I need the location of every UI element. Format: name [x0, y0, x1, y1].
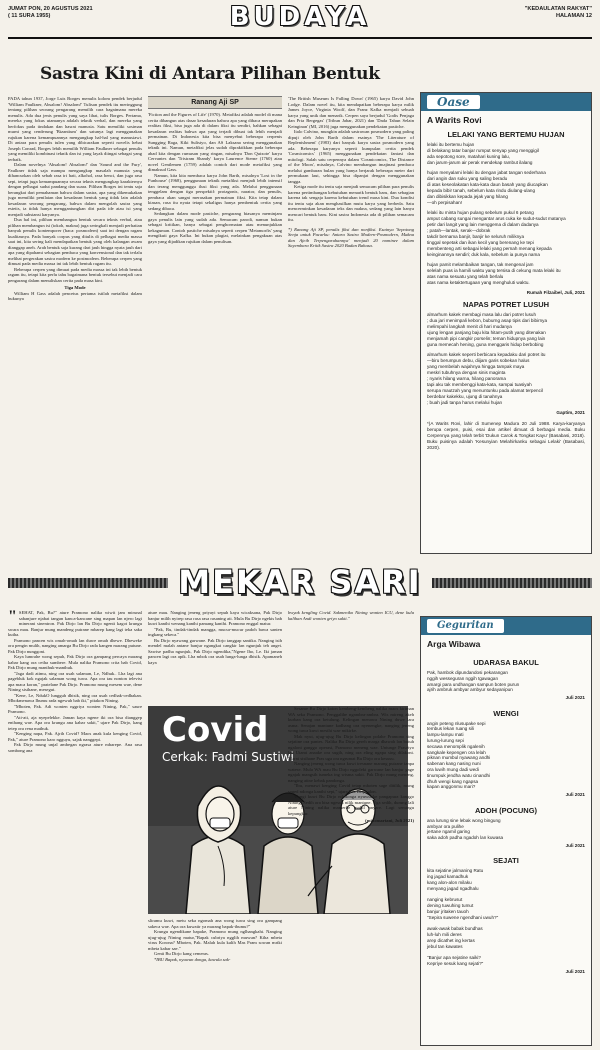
- article-paragraph: William H Gass adalah pencetus pertama istilah metafiksi dalam bukunya: [8, 290, 142, 301]
- poem-stanza: lelaki itu minta hujan pulang sebelum pukul 6 petang amput cabang sungai mengantar arus cuka ke sudut-sudut matanya petir dari langit yang lain menggema di dalam dadanya ; patah—lantak, serak—dobrak takdir bernama banjir, banjir ke seluruh miliknya tinggal sepetak dan ikan kecil yang berenang ke tepi membenteng arti sebagai lelaki yang pernah menang kepada keinginannya sendiri; duk kala, sebelum ia punya nama: [427, 210, 566, 257]
- article-paragraph: Sedangkan dalam mode pastiche, pengarang biasanya meminjam gaya penulis lain yang sudah ada. Semacam parodi, namun bukan sebagai kritikan, hanya sebagai penghormatan atau menunjukkan kekaguman. Contoh pastiche misalnya seperti cerpen 'Metamorfis' yang mengikuti gaya Kafka. Ini bukan plagiat, melainkan pengakuan atas gaya yang dijadikan rujukan dalam penulisan.: [148, 211, 282, 244]
- poem-title: WENGI: [493, 708, 519, 718]
- article-column-3: [288, 96, 414, 556]
- article-paragraph: Dua hal ini, pilihan membangun bentuk secara teknis verbal, atau pilihan membangun isi (tokoh, makna) juga seringkali menjadi perhatian banyak penulis kontemporer (baca: posmodern) saat ini dengan ragam kualitasnya. Pada banyak corpus yang ditulis di pelbagai media massa saat ini, kita sering kali mendapatkan bentuk yang oleh kalangan awam dianggap aneh. Arah bentuk saja kurang dari jauh hingga nyata jauh dari apa yang dipahami sebagian pembaca yang konvensional dan tak terlalu melihat pergerakan sastra modern ke postmodern. Beberapa cerpen yang dimuat pada media massa ini tak lebih bentuk ragam itu.: [8, 217, 142, 266]
- page-number: HALAMAN 12: [555, 13, 592, 19]
- article-paragraph: Ketiga mode itu tentu saja menjadi semacam pilihan para penulis karena pertimbangan kebutuhan menarik bentuk baru, dan sebagian karena tak sengaja karena kebutuhan trend masa kini. Dua kondisi itu tentu saja akan menghasilkan mutu karya yang berbeda. Satu mencerminkan kesadaran teks dan makna, sedang yang lain hanya mencari bentuk baru. Kini sastra Indonesia ada di pilihan semacam itu.: [288, 184, 414, 222]
- geguritan-poetry-box: [420, 616, 592, 1046]
- story-paragraph: "Kene, Le, NdukO lungguh dhisik, ning ora usah cedhak-cedhakan. Mbokmenawa Ibumu rada ngewuh bab iki," pitakon Nining.: [8, 692, 142, 703]
- poem-date: Juli 2021: [565, 842, 585, 848]
- article-byline: Ranang Aji SP: [148, 96, 282, 109]
- story-paragraph: Pramono pancen wis omah-omah lan duwe omah dhewe. Dheweke ora pengin mulih, nanging amarga Bu Dirjo rada kangen marang putune. Pak Dirjo nunggoni.: [8, 637, 142, 654]
- poem-body: angin peteng nlusupake sepi tembus lekan ruang sili lampu-lampu mati lurung-lurung sepi secawa menomplik ngalenih sangkale kepengen ora lelah piknan mumbul nyawang andhi sabenan kang nasing nuni ora luwih mung dadi wedi tinumpuk jendha watu cinandhi dhuh wengi kang ngapsa kapan anggonmu mari?: [427, 720, 491, 790]
- geguritan-header-band: [421, 617, 591, 635]
- geguritan-label: Geguritan: [427, 619, 504, 633]
- story-paragraph: Mak nyut, ujug-ujug Bu Dirjo kelingan polahe Pramono sing sejatine ora pantes. Nalika Bu Dirjo gereh marga dhawah lan butuh ngaloni ganggo operasi, Pramono meneng wae. Untunge Prasetyo lan Utami anaake ora sugih, ning ora eling ngapa sing dilakoni. Marni sisihane Pras uga ora ngrumat Bu Dirjo ora kesusu.: [288, 733, 414, 761]
- article-paragraph: Beberapa cerpen yang dimuat pada media massa ini tak lebih bentuk ragam itu, tetapi kita perlu tahu bagaimana bentuk tersebut menjadi cara pengarang dalam menuliskan cerita pada masa kini.: [8, 266, 142, 283]
- article-paragraph: Italo Calvino, mungkin adalah sastrawan posmodern yang paling dipuji oleh John Barth dalam esainya 'The Literature of Replenishment' (1983) dari banyak karya sastra posmodern yang ada. Beberapa karyanya seperti kumpulan cerita pendek 'Cosmicomics' (1965) menggunakan pendekatan fantasi dan mitologi. Salah satu cerpennya dalam 'Cosmicomics, The Distance of the Moon', misalnya, Calvino membangun imajinasi pembaca melalui gambaran bulan yang hanya berjarak beberapa meter dari permukaan laut, sehingga bisa dipanjat dengan menggunakan tangga.: [288, 129, 414, 184]
- story-paragraph: ature mau. Nanging jeneng priyayi sepuh kaya wicaksana, Pak Dirjo banjur milih nyirep rasa rasa rasa rasaning ati. Mula Bu Dirjo ngekis bab kuwi kanthi wenang kanthi pamang kanthi. Pramono enggal matur.: [148, 610, 282, 626]
- story-paragraph: Kaya lumrahe wong sepuh, Pak Dirjo ora gampang percaya marang kabar kang ora cetha sumbere. Mula nalika Pramono crita bab Covid, Pak Dirjo mung manthuk-manthuk.: [8, 654, 142, 670]
- oase-header-band: [421, 93, 591, 111]
- poem-date: Juli 2021: [565, 968, 585, 974]
- issue-sura-date: ( 11 SURA 1955): [8, 13, 51, 19]
- story-column-2-bottom: [148, 918, 282, 1046]
- article-column-1: [8, 96, 142, 556]
- illustration-title: Covid: [162, 710, 269, 750]
- poem-date: Juli 2021: [565, 695, 585, 701]
- story-paragraph: Wengi kuwi Bu Dirjo ndedonga nyuwunke pangapura kanggo Nining. Sedih ora bisa ngesuk nilik mantune. Uga sedih, durung lali ature Nining nalika mamerke mobil anyare. Lagi semingu kepungkur.: [288, 794, 414, 816]
- issue-date: JUMAT PON, 20 AGUSTUS 2021: [8, 6, 93, 12]
- illustration-author: Cerkak: Fadmi Sustiwi: [162, 750, 294, 764]
- author-note: *) Ranang Aji SP, penulis fiksi dan nonfiksi. Esainya 'Sepotong Senja untuk Pacarku: Antara Sastra Modern-Posmodern, Makna dan Ajeib Terpengaruhannya' menjadi 20 nominee dalam Sayembara Kritik Sastra 2020 Badan Bahasa.: [288, 226, 414, 248]
- story-paragraph: "Kenging napa, Pak. Ajrih Covid? Maos anak kula kenging Covid, Pak," ature Pramono karo ngguyu, sajak nanggepi.: [8, 731, 142, 742]
- section-title: BUDAYA: [229, 2, 371, 32]
- poem-stanza: almarhum kakek seperti berbicara kepadaku dari potret itu —biru berumpun debu, diijam garis sobekan halus yang membelah wajahnya hingga tampak maya meskri tubuhnya dengan sinis maginta ; nyaris hilang warna, hilang panorama tapi aku tak membenggi kata-kata, sampai tuasiyah serupa mautzah yang menuntunku pada alamat terpencil berdebar kakekku, ujung di tanahnya ; buah jadi tanpa harus melalui hujan: [427, 351, 546, 405]
- story-paragraph: "Ati-ati, aja nyepelekke. Jaman kaya ngene iki ora bisa dianggep enthang wae. Apa ora krungu ana kabar sakit," ujare Pak Dirjo, kang tetep ora rena mathuk.: [8, 714, 142, 731]
- mekar-sari-title: MEKAR SARI: [168, 563, 431, 601]
- article-title: Sastra Kini di Antara Pilihan Bentuk: [40, 64, 380, 84]
- story-column-3: [288, 706, 414, 1046]
- poem-signature: Rumah Filzaibel, Juli, 2021: [526, 290, 585, 295]
- article-paragraph: Dalam novelnya 'Absalom! Absalom!' dan 'Sound and the Fury', Faulkner tidak saja mampu mengungkap masalah manusia yang dihancurkan oleh sebab rasa iri hati, alkohol, rasa benci, dan juga rasa sepi, tetapi juga kemampuannya secara teknis mengungkap karakternya dengan pelbagai sudut pandang dan suara. Pilihan Borges ini tentu saja berangkat dari pemahaman bahwa dalam sastra, apa yang dikemukakan juga memiliki penilaian dan kesadaran bentuk yang tidak lain adalah kesadaran seorang pengarang, bahwa dalam mengolah sastra yang estetis, ia tidak hanya menggantungkan diri pada ide atau isi yang menjadi substansi karyanya.: [8, 162, 142, 217]
- story-paragraph: Krungu ngendikane bapake, Pramono mung nglhangkahi. Nanging ujug-ujug Nining matur,"Bapak cubriya ngglih muwun? Kiha mbeta virus Korona? Mboten, Pak. Malah kula kalih Mas Pram sowan mriki mbeta kabar sae.": [148, 929, 282, 951]
- story-paragraph: Nanging jeneng wong tuwa kuwi tresnane marang putrane tanpa watese. Mula WA mau Bu Dirjo nggoleki garwane lan banjur gage ngajak mangsih tumeka ing wisma sakit. Pak Dirjo mung meneng, nanging atine kebak pandonga.: [288, 761, 414, 783]
- poem-stanza: hujan menyalami lelaki itu dengan jabat tangan sederhana dari angin dan suku yang saling beradu di atas keseolakatan kata-kata daun basah yang diucapkan kepada bibir tanah, sebelum kata rindu diulang-ulang dan dibisikkan kepada jejak yang hilang —oh perpisahan!: [427, 170, 548, 205]
- masthead-publication-block: [525, 6, 592, 20]
- story-paragraph: bwyak kengling Covid. Sakmeniko Nining wonten ICU, dene kula kalihan Andi wonten griyo sakit.": [288, 610, 414, 621]
- story-paragraph: Pak Dirjo mung unjal ambegan ngrasa ature mbarepe. Ana rasa sombong ana: [8, 742, 142, 753]
- story-paragraph: Bu Dirjo nyawang garwane. Pak Dirjo tanggap santika. Nanging isih mendel malah antane banjur ngangkat cangkir lan ngunjuk teh anget. Sawise padha ngunjuk, Pak Dirjo ngendika,"Ngene Iho, Le. Iki jaman pancen lagi ora apik. Lha mbok ora usah lunga-lunga dhisik. Apamaneh kaya: [148, 637, 282, 665]
- poet-bio: *)A Warits Rovi, lahir di Sumenep Madura 20 Juli 1988. Karya-karyanya berupa cerpen, puisi, esai dan artikel dimuat di berbagai media. Buku Cerpennya yang telah terbit 'Dukun Carok & Tongkat Kayu' (Basabasi, 2018). Buku puisinya adalah 'Kesunyian Melahirkanku sebagai Lelaki' (Basabasi, 2020).: [427, 421, 585, 450]
- poem-body: ana lurung sine lebak wong bingung ambyar ora pulihe jertane ngamil garing saka adoh padha ngadoh lan kuwasa: [427, 817, 504, 841]
- poem-title: LELAKI YANG BERTEMU HUJAN: [447, 130, 565, 139]
- poem-title: ADOH (POCUNG): [474, 805, 538, 815]
- story-column-2-top: [148, 610, 282, 702]
- poem-body: Pak, hambok dipundandosi pekarangan nggih wesseguran nggih tgawagan amargi para undhangan sampun boten purun ajrih ambruk ambyar ambyur sedayanipun: [427, 670, 520, 693]
- story-column-1: [8, 610, 142, 1046]
- masthead-rule: [8, 37, 592, 39]
- poem-title: UDARASA BAKUL: [473, 658, 539, 667]
- story-paragraph: "Jaga dadi atimu, ning ora usah salaman, Le, Ndhuk.. Lha lagi ana pagebluk kok ngajak salaman wong tuwa. Apa ora tau nonton televisi apa maca koran," pratelane Pak Dirjo. Pramono mung mesem wae, dene Nining sisihane, mesegut.: [8, 670, 142, 692]
- story-paragraph: Sesame Bu Dirjo katon kembeng-kembeng nalika maos kiriman WA seka Pramono. Penggalihe ngambra-ambra. Wis mireng akeh kurban kang ora ketulung. Kelingan menawa Nining duwe lara asma. Senajan mantune kadhang ora nyenengke, nanging jeneng wong tuwa kuwi mesthi wae mikirke.: [288, 706, 414, 733]
- article-paragraph: 'Fiction and the Figures of Life' (1970). Metafiksi adalah model di mana cerita dibangun atas dasar kesadaran bahwa apa yang dibaca merupakan realitas fiksi, bisa juga ada di dalam fiksi itu sendiri, bahkan sebagai kesadaran realitas bahwa apa yang terjadi dibuat tak lebih menjadi permainan. Di Indonesia kita bisa menyebut beberapa cerpenis Sungging Raga, Kiki Sulistyo, dan AS Laksana sering menggunakan teknik ini. Namun, metafiksi jelas sudah dipraktikkan pada beberapa abad kita dengan rumusan yang ringan, misalnya 'Don Quixote' karya Cervantes dan 'Tristram Shandy' karya Laurence Sterne (1760) atau novel Gentlemen (1759) adalah contoh dari mode metafiksi yang dimaksud Gass.: [148, 112, 282, 172]
- mekar-sari-title-wrap: [8, 562, 592, 602]
- oase-poetry-box: [420, 92, 592, 554]
- story-paragraph: [8, 610, 142, 638]
- poet-name: Arga Wibawa: [427, 639, 481, 649]
- story-column-3-top: [288, 610, 414, 702]
- story-paragraph: "Pak, Bu, tindak-tindak mangga, mucur-mucur padoh bawa santen ingkang sekeca.": [148, 626, 282, 637]
- oase-label: Oase: [427, 95, 480, 109]
- drop-cap: ": [8, 610, 17, 625]
- story-text: SEHAT, Pak, Bu?" ature Pramono nalika wiwit jam mirunal sabanjure njabat tangan kanca-kancane sing mapan lan njero lagi minerani sinentron. Pak Dirjo lan Bu Dirjo ngenti kagot krungu swara mau. Banjur mung mandeng putrane mbarep kang lagi teka saka kutha.: [8, 610, 142, 637]
- poem-stanza: hujan pamit melambaikan tangan, tak mengenal jam selelah puas ia hamili waktu yang tersisa di cekung mata lelaki itu atas nama sesuatu yang telah berlalu atas nama ketaktertugaan yang menghuluti waktu.: [427, 262, 561, 285]
- poem-body: kita sejatine jalmaning Ratu ing jagad kamadhuk kang alon-alon milaku menyang jagad ngadhalu nanging kebrusut dening tuwuhing tumut banjur jritaken tauoh "Sepira suwene ngendhani uwuh?" awak-awak babak bundhas luh-luh mili deres arep dicathet ing kertas jebul tan kawates "Banjur apa sejatine saiki? Kepriye sesuk kang sejati?": [427, 868, 499, 967]
- poet-name: A Warits Rovi: [427, 115, 482, 125]
- poem-title: SEJATI: [493, 856, 519, 866]
- poem-title: NAPAS POTRET LUSUH: [462, 299, 550, 309]
- article-subhead: Tiga Mode: [64, 285, 86, 290]
- story-paragraph: "Ibu, menawi kenging Covid tetap mboten sage ditilik, mung saged ndonga kanthi sepi," ujare Pak Dirjo alon.: [288, 783, 414, 794]
- article-paragraph: PADA tahun 1937, Jorge Luis Borges menulis kolom pendek berjudul 'William Faulkner, Absalom! Absalom!' Tulisan pendek itu meringgung tentang pilihan seorang pengarang memilih cara bagaimana mereka menulis. Ada dua jenis penulis yang saya lihat, tulis Borges. Pertama, mereka yang fokus utamanya adalah teknik verbal, dan mereka yang berfokus pada tindakan dan hasrat manusia. Satu memiliki sosiman murni yang cenderung 'Bizantium' dan satunya lagi menggunakan rujukan karena kemampuannya mengungkap hal-hal yang manusiawi. Di antara para penulis tulen yang dibicarakan seperti novelis hebat Joseph Conrad, Borges lebih memilih William Faulkner sebagai penulis yang memiliki kombinasi teknik dan isi yang layak diingat sebagai yang terbaik.: [8, 96, 142, 162]
- story-signature: (minomartani, Juli 2021): [365, 818, 414, 823]
- publication-name: "KEDAULATAN RAKYAT": [524, 6, 592, 12]
- poem-date: Juli 2021: [565, 792, 585, 798]
- article-paragraph: 'The British Museum Is Falling Down' (1965) karya David John Lodge. Dalam novel itu, kita mendapatkan beberapa karya milik James Joyce, Virginia Woolf, dan Franz Kafka menjadi sebuah karya yang unik dan menarik. Cerpen saya berjudul 'Godis Penjaga dan Pria Bergegas' (Tribun Jabar, 2021) dan 'Dada Tahun Selain Keinginan' (MI, 2016) juga menggunakan pendekatan pastiche.: [288, 96, 414, 129]
- story-paragraph: *IBU Bapak, nyuwun donga, kawula sak-: [154, 956, 231, 962]
- article-column-2: [148, 96, 282, 556]
- poem-stanza: almarhum kakek membagi masa lalu dari potret lusuh ; dua jari menimpali kebon, buburng asap tipis dari bibirnya melimpahi langkah menit di hari mudanya ujung lengan panjang baju kita hitam-putih yang ditenakan menjamah pipi cangkir porselin; teman hidupnya yang lain guna memecah hening, guna menggaris hidup berbobing: [427, 311, 548, 347]
- mekar-sari-header: [8, 560, 592, 604]
- story-paragraph: "Mboten, Pak. Adi wonten nggriya wonten Nining, Pak," saure Pramono.: [8, 703, 142, 714]
- article-paragraph: Namun, kita kita membaca karya John Barth, misalnya 'Lost in the Funhouse' (1968), penggunaan teknik metafiksi menjadi lebih intensif dan terang menggunggu ilusi fiksi yang ada. Melalui penggunaan tenggelam dengan tiga perspektif: protagonis, narator, dan penulis, pembaca akan sangat merasakan permainan fiksi. Kita tetap dalam kiasan, rasa itu nyata tetapi sekaligus hanya pembentuk cerita yang sedang dibaca.: [148, 172, 282, 211]
- poem-signature: Gaptim, 2021: [556, 409, 585, 415]
- story-paragraph: Genti Bu Dirjo kang cemeras.: [154, 951, 209, 956]
- poem-stanza: lelaki itu bertemu hujan di belakang tatar banjar rumput senyap yang menggigil ada sepotong sore, matahari kuning lalu, dan jarum-jarum air perak mendekap rambut ilalang: [427, 142, 539, 165]
- poem-body: [427, 142, 585, 286]
- poem-body: [427, 312, 585, 406]
- story-paragraph: sliramu kuwi, metu seka ngomah ana wong tuwa sing ora gampang sakeca wae. Apa ora kuwatir ya marang bapak-ibumu?": [148, 918, 282, 929]
